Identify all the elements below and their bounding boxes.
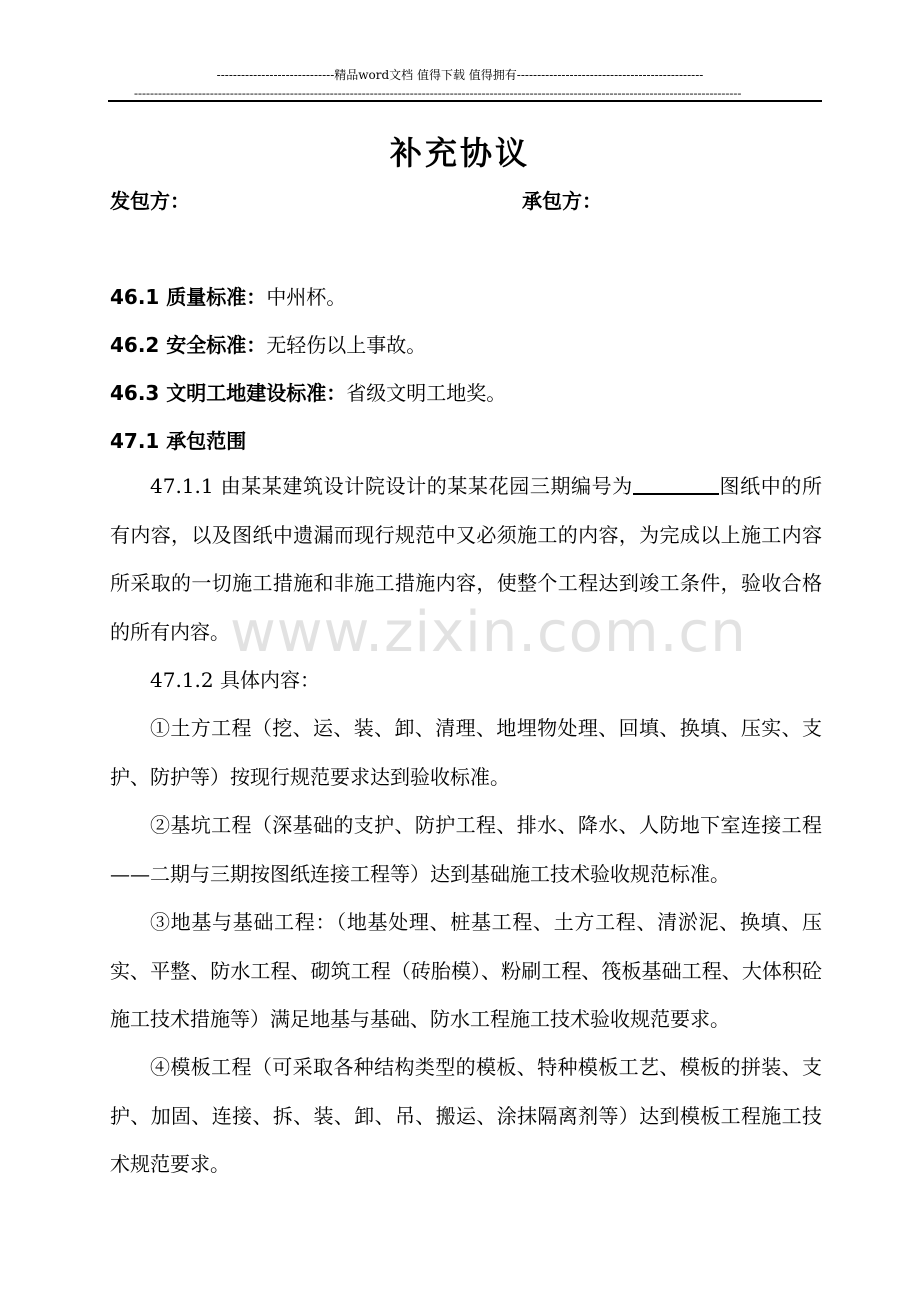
list-item-foundation-pit: ②基坑工程（深基础的支护、防护工程、排水、降水、人防地下室连接工程——二期与三期按图纸连接工程等）达到基础施工技术验收规范标准。 [110,813,822,886]
paragraph-47-1-2: 47.1.2 具体内容： [150,668,320,692]
clause-label: 46.1 质量标准： [110,285,267,309]
fill-in-blank [633,473,719,495]
clause-label: 46.3 文明工地建设标准： [110,381,347,405]
paragraph-text: 47.1.1 由某某建筑设计院设计的某某花园三期编号为 [150,474,633,498]
employer-label: 发包方： [110,189,190,213]
list-item-foundation-works: ③地基与基础工程：（地基处理、桩基工程、土方工程、清淤泥、换填、压实、平整、防水工程、砌筑工程（砖胎模）、粉刷工程、筏板基础工程、大体积砼施工技术措施等）满足地基与基础、防水工程施工技术验收规范要求。 [110,910,822,1031]
clause-label: 46.2 安全标准： [110,333,267,357]
clause-safety-standard [110,329,426,358]
clause-label: 47.1 承包范围 [110,429,247,453]
clause-civilized-site-standard [110,377,506,406]
list-item-formwork: ④模板工程（可采取各种结构类型的模板、特种模板工艺、模板的拼装、支护、加固、连接、拆、装、卸、吊、搬运、涂抹隔离剂等）达到模板工程施工技术规范要求。 [110,1055,822,1176]
paragraph-text: 图纸中的所有内容，以及图纸中遗漏而现行规范中又必须施工的内容，为完成以上施工内容所采取的一切施工措施和非施工措施内容，使整个工程达到竣工条件，验收合格的所有内容。 [110,474,822,644]
clause-text: 中州杯。 [266,285,347,309]
page-header-banner: -----------------------------精品word文档 值得下载 值得拥有---------------------------------------------- [216,68,704,82]
clause-contract-scope [110,425,246,454]
clause-quality-standard [110,281,346,310]
list-item-earthwork: ①土方工程（挖、运、装、卸、清理、地埋物处理、回填、换填、压实、支护、防护等）按现行规范要求达到验收标准。 [110,716,822,789]
clause-text: 省级文明工地奖。 [346,381,507,405]
page-header-dashes: -------------------------------------------------------------------------------------------------------------------------------------------------------- [134,86,742,100]
document-title: 补充协议 [389,134,530,172]
contractor-label: 承包方： [522,189,602,213]
paragraph-47-1-1 [110,462,822,656]
watermark: www.zixin.com.cn [230,600,747,665]
header-rule [108,100,822,102]
clause-text: 无轻伤以上事故。 [266,333,427,357]
